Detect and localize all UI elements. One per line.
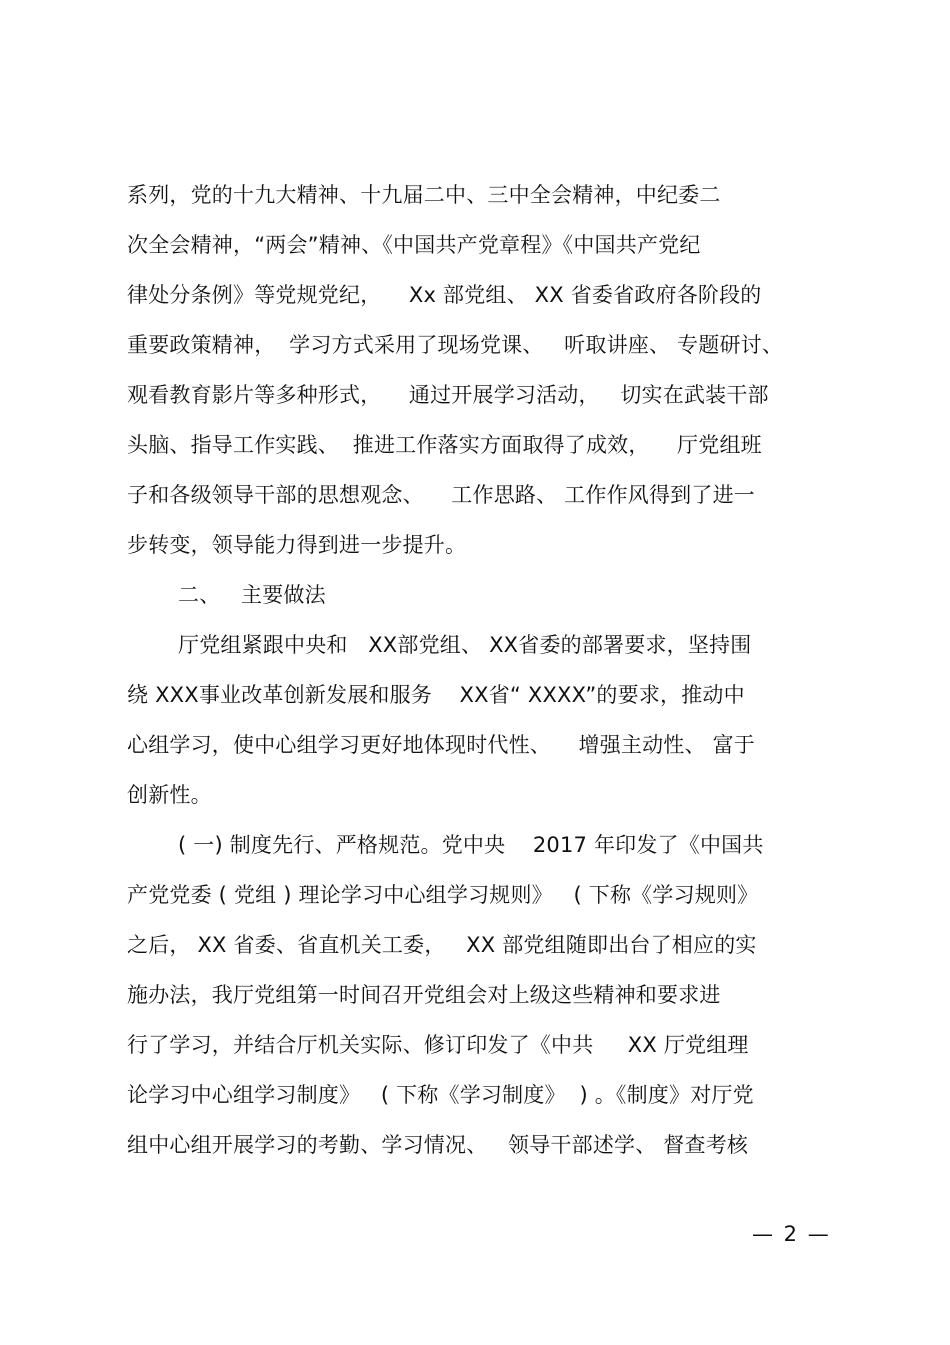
text-line: 之后， XX 省委、省直机关工委， XX 部党组随即出台了相应的实 — [127, 933, 757, 957]
text-line: 组中心组开展学习的考勤、学习情况、 领导干部述学、 督查考核 — [127, 1133, 749, 1157]
text-line: 心组学习，使中心组学习更好地体现时代性、 增强主动性、 富于 — [127, 733, 755, 757]
text-line: 次全会精神，“两会”精神、《中国共产党章程》《中国共产党纪 — [127, 233, 701, 257]
text-line: 绕 XXX事业改革创新发展和服务 XX省“ XXXX”的要求，推动中 — [127, 683, 745, 707]
text-line: 头脑、指导工作实践、 推进工作落实方面取得了成效， 厅党组班 — [127, 433, 762, 457]
text-line: 观看教育影片等多种形式， 通过开展学习活动， 切实在武装干部 — [127, 383, 769, 407]
text-line: 步转变，领导能力得到进一步提升。 — [127, 533, 467, 557]
text-line: 施办法，我厅党组第一时间召开党组会对上级这些精神和要求进 — [127, 983, 721, 1007]
text-line: 创新性。 — [127, 783, 212, 807]
text-line: 行了学习，并结合厅机关实际、修订印发了《中共 XX 厅党组理 — [127, 1033, 749, 1057]
text-line: 重要政策精神， 学习方式采用了现场党课、 听取讲座、 专题研讨、 — [127, 333, 784, 357]
text-line: ( 一) 制度先行、严格规范。党中央 2017 年印发了《中国共 — [178, 833, 764, 857]
text-line: 产党党委 ( 党组 ) 理论学习中心组学习规则》 ( 下称《学习规则》 — [127, 883, 759, 907]
text-line: 律处分条例》等党规党纪， Xx 部党组、 XX 省委省政府各阶段的 — [127, 283, 762, 307]
text-line: 系列，党的十九大精神、十九届二中、三中全会精神，中纪委二 — [127, 183, 721, 207]
text-line: 厅党组紧跟中央和 XX部党组、 XX省委的部署要求，坚持围 — [178, 633, 752, 657]
page-number: — 2 — — [752, 1222, 831, 1246]
text-line: 子和各级领导干部的思想观念、 工作思路、 工作作风得到了进一 — [127, 483, 755, 507]
text-line: 论学习中心组学习制度》 ( 下称《学习制度》 ) 。《制度》对厅党 — [127, 1083, 754, 1107]
section-heading: 二、 主要做法 — [178, 583, 326, 607]
